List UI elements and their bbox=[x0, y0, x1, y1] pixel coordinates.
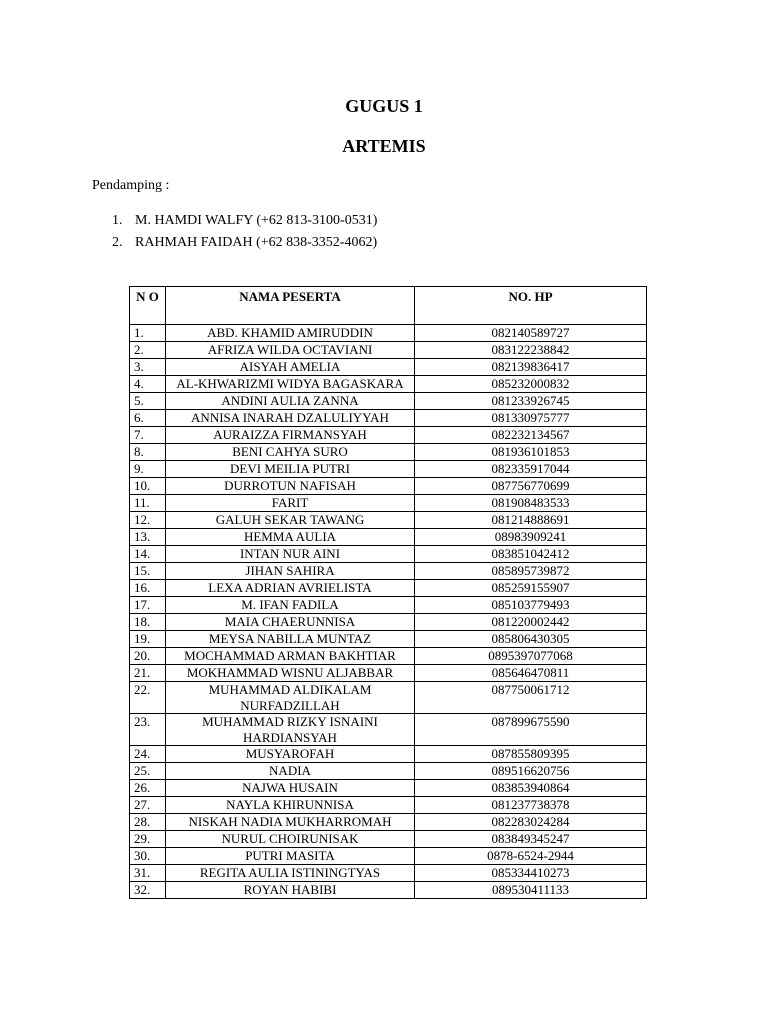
participant-name: DURROTUN NAFISAH bbox=[166, 478, 415, 495]
phone-number: 083849345247 bbox=[415, 831, 647, 848]
row-number: 2. bbox=[130, 342, 166, 359]
phone-number: 085103779493 bbox=[415, 597, 647, 614]
table-row bbox=[130, 512, 647, 529]
row-number: 3. bbox=[130, 359, 166, 376]
table-row bbox=[130, 763, 647, 780]
phone-number: 085232000832 bbox=[415, 376, 647, 393]
companion-text: RAHMAH FAIDAH (+62 838-3352-4062) bbox=[135, 235, 378, 250]
row-number: 22. bbox=[130, 682, 166, 714]
table-row bbox=[130, 342, 647, 359]
participant-name: AFRIZA WILDA OCTAVIANI bbox=[166, 342, 415, 359]
table-row bbox=[130, 682, 647, 714]
participant-name: BENI CAHYA SURO bbox=[166, 444, 415, 461]
companion-label: Pendamping : bbox=[92, 178, 170, 193]
participant-name: ANNISA INARAH DZALULIYYAH bbox=[166, 410, 415, 427]
table-row bbox=[130, 597, 647, 614]
participant-name: MUHAMMAD ALDIKALAM NURFADZILLAH bbox=[166, 682, 415, 714]
participant-name: MAIA CHAERUNNISA bbox=[166, 614, 415, 631]
phone-number: 081220002442 bbox=[415, 614, 647, 631]
table-row bbox=[130, 746, 647, 763]
table-row bbox=[130, 580, 647, 597]
phone-number: 087899675590 bbox=[415, 714, 647, 746]
table-row bbox=[130, 631, 647, 648]
phone-number: 081936101853 bbox=[415, 444, 647, 461]
phone-number: 0895397077068 bbox=[415, 648, 647, 665]
table-row bbox=[130, 478, 647, 495]
table-row bbox=[130, 461, 647, 478]
phone-number: 083122238842 bbox=[415, 342, 647, 359]
table-row bbox=[130, 444, 647, 461]
participant-name: AISYAH AMELIA bbox=[166, 359, 415, 376]
phone-number: 085895739872 bbox=[415, 563, 647, 580]
participant-name: MOKHAMMAD WISNU ALJABBAR bbox=[166, 665, 415, 682]
table-row bbox=[130, 410, 647, 427]
participant-name: JIHAN SAHIRA bbox=[166, 563, 415, 580]
row-number: 7. bbox=[130, 427, 166, 444]
table-row bbox=[130, 780, 647, 797]
table-row bbox=[130, 848, 647, 865]
phone-number: 081330975777 bbox=[415, 410, 647, 427]
table-row bbox=[130, 376, 647, 393]
participant-name: FARIT bbox=[166, 495, 415, 512]
phone-number: 083853940864 bbox=[415, 780, 647, 797]
phone-number: 08983909241 bbox=[415, 529, 647, 546]
row-number: 29. bbox=[130, 831, 166, 848]
header-name: NAMA PESERTA bbox=[166, 287, 415, 325]
row-number: 18. bbox=[130, 614, 166, 631]
participant-name: MUSYAROFAH bbox=[166, 746, 415, 763]
row-number: 26. bbox=[130, 780, 166, 797]
participant-name: ANDINI AULIA ZANNA bbox=[166, 393, 415, 410]
table-row bbox=[130, 882, 647, 899]
table-row bbox=[130, 529, 647, 546]
row-number: 11. bbox=[130, 495, 166, 512]
row-number: 28. bbox=[130, 814, 166, 831]
phone-number: 082232134567 bbox=[415, 427, 647, 444]
row-number: 13. bbox=[130, 529, 166, 546]
companion-number: 1. bbox=[112, 213, 123, 228]
phone-number: 087750061712 bbox=[415, 682, 647, 714]
row-number: 14. bbox=[130, 546, 166, 563]
row-number: 27. bbox=[130, 797, 166, 814]
row-number: 23. bbox=[130, 714, 166, 746]
table-row bbox=[130, 614, 647, 631]
participant-name: NADIA bbox=[166, 763, 415, 780]
phone-number: 082140589727 bbox=[415, 325, 647, 342]
participant-name: NURUL CHOIRUNISAK bbox=[166, 831, 415, 848]
participant-name: MEYSA NABILLA MUNTAZ bbox=[166, 631, 415, 648]
group-name: ARTEMIS bbox=[342, 136, 426, 156]
phone-number: 085646470811 bbox=[415, 665, 647, 682]
companion-item bbox=[92, 232, 377, 254]
participant-name: GALUH SEKAR TAWANG bbox=[166, 512, 415, 529]
table-row bbox=[130, 393, 647, 410]
table-row bbox=[130, 648, 647, 665]
row-number: 24. bbox=[130, 746, 166, 763]
table-header-row bbox=[130, 287, 647, 325]
participant-table bbox=[129, 286, 647, 899]
table-row bbox=[130, 814, 647, 831]
table-row bbox=[130, 797, 647, 814]
phone-number: 082335917044 bbox=[415, 461, 647, 478]
participant-name: INTAN NUR AINI bbox=[166, 546, 415, 563]
table-row bbox=[130, 865, 647, 882]
row-number: 6. bbox=[130, 410, 166, 427]
phone-number: 085334410273 bbox=[415, 865, 647, 882]
participant-name: MUHAMMAD RIZKY ISNAINI HARDIANSYAH bbox=[166, 714, 415, 746]
participant-name: AURAIZZA FIRMANSYAH bbox=[166, 427, 415, 444]
participant-name: NAYLA KHIRUNNISA bbox=[166, 797, 415, 814]
phone-number: 081233926745 bbox=[415, 393, 647, 410]
participant-name: ABD. KHAMID AMIRUDDIN bbox=[166, 325, 415, 342]
phone-number: 081237738378 bbox=[415, 797, 647, 814]
row-number: 19. bbox=[130, 631, 166, 648]
participant-name: NAJWA HUSAIN bbox=[166, 780, 415, 797]
phone-number: 085806430305 bbox=[415, 631, 647, 648]
row-number: 20. bbox=[130, 648, 166, 665]
table-row bbox=[130, 831, 647, 848]
participant-name: MOCHAMMAD ARMAN BAKHTIAR bbox=[166, 648, 415, 665]
participant-name: NISKAH NADIA MUKHARROMAH bbox=[166, 814, 415, 831]
participant-name: DEVI MEILIA PUTRI bbox=[166, 461, 415, 478]
row-number: 10. bbox=[130, 478, 166, 495]
row-number: 32. bbox=[130, 882, 166, 899]
row-number: 1. bbox=[130, 325, 166, 342]
phone-number: 083851042412 bbox=[415, 546, 647, 563]
phone-number: 0878-6524-2944 bbox=[415, 848, 647, 865]
table-body bbox=[130, 325, 647, 899]
header-no: N O bbox=[130, 287, 166, 325]
row-number: 12. bbox=[130, 512, 166, 529]
table-row bbox=[130, 563, 647, 580]
table-row bbox=[130, 665, 647, 682]
row-number: 31. bbox=[130, 865, 166, 882]
companion-list bbox=[92, 210, 377, 254]
participant-name: AL-KHWARIZMI WIDYA BAGASKARA bbox=[166, 376, 415, 393]
row-number: 15. bbox=[130, 563, 166, 580]
row-number: 21. bbox=[130, 665, 166, 682]
phone-number: 082283024284 bbox=[415, 814, 647, 831]
phone-number: 081214888691 bbox=[415, 512, 647, 529]
row-number: 4. bbox=[130, 376, 166, 393]
companion-text: M. HAMDI WALFY (+62 813-3100-0531) bbox=[135, 213, 378, 228]
phone-number: 087756770699 bbox=[415, 478, 647, 495]
participant-name: ROYAN HABIBI bbox=[166, 882, 415, 899]
participant-name: HEMMA AULIA bbox=[166, 529, 415, 546]
phone-number: 085259155907 bbox=[415, 580, 647, 597]
phone-number: 089516620756 bbox=[415, 763, 647, 780]
row-number: 9. bbox=[130, 461, 166, 478]
table-row bbox=[130, 359, 647, 376]
row-number: 8. bbox=[130, 444, 166, 461]
page-title: GUGUS 1 bbox=[345, 96, 423, 116]
phone-number: 082139836417 bbox=[415, 359, 647, 376]
row-number: 5. bbox=[130, 393, 166, 410]
companion-number: 2. bbox=[112, 235, 123, 250]
row-number: 17. bbox=[130, 597, 166, 614]
table-row bbox=[130, 427, 647, 444]
table-row bbox=[130, 714, 647, 746]
table-row bbox=[130, 325, 647, 342]
phone-number: 089530411133 bbox=[415, 882, 647, 899]
phone-number: 081908483533 bbox=[415, 495, 647, 512]
row-number: 16. bbox=[130, 580, 166, 597]
row-number: 30. bbox=[130, 848, 166, 865]
table-row bbox=[130, 546, 647, 563]
header-phone: NO. HP bbox=[415, 287, 647, 325]
table-row bbox=[130, 495, 647, 512]
participant-name: PUTRI MASITA bbox=[166, 848, 415, 865]
phone-number: 087855809395 bbox=[415, 746, 647, 763]
row-number: 25. bbox=[130, 763, 166, 780]
participant-name: REGITA AULIA ISTININGTYAS bbox=[166, 865, 415, 882]
participant-name: M. IFAN FADILA bbox=[166, 597, 415, 614]
companion-item bbox=[92, 210, 377, 232]
participant-name: LEXA ADRIAN AVRIELISTA bbox=[166, 580, 415, 597]
